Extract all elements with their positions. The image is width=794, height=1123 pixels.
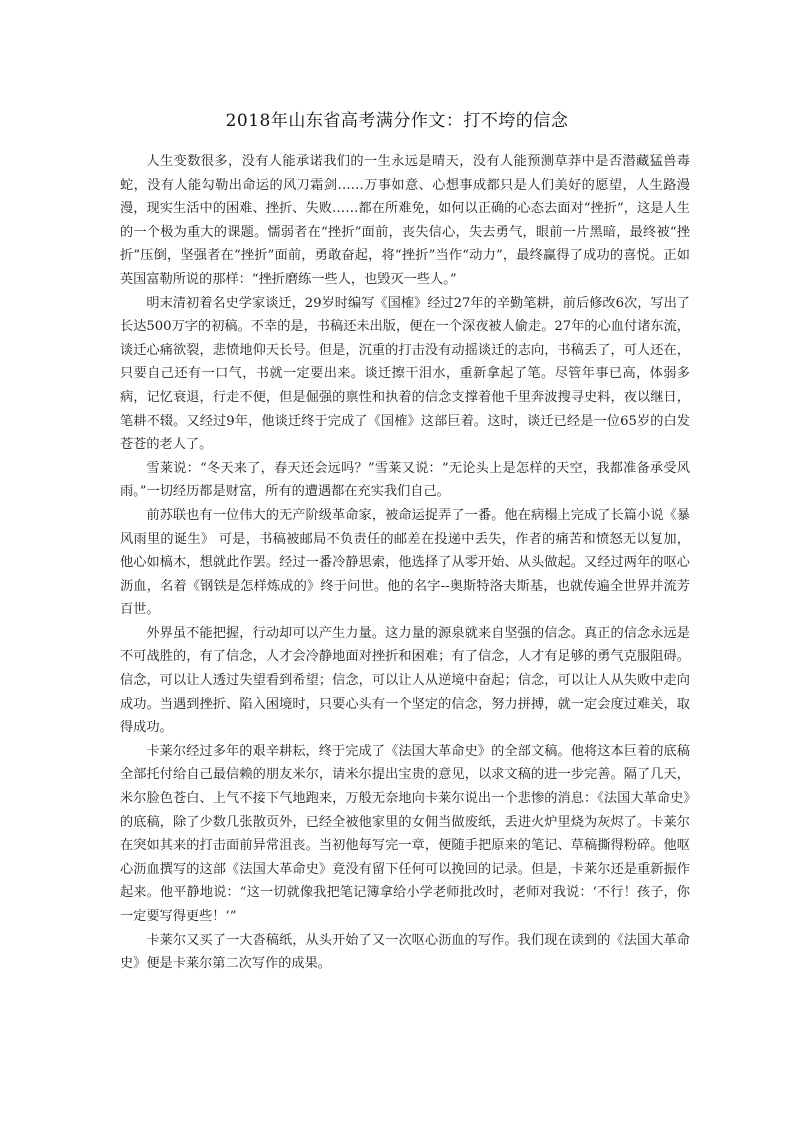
paragraph: 雪莱说：“冬天来了，春天还会远吗？”雪莱又说：“无论头上是怎样的天空，我都准备承受风雨。”一切经历都是财富，所有的遭遇都在充实我们自己。	[120, 460, 690, 500]
paragraph: 前苏联也有一位伟大的无产阶级革命家，被命运捉弄了一番。他在病榻上完成了长篇小说《暴风雨里的诞生》 可是，书稿被邮局不负责任的邮差在投递中丢失，作者的痛苦和愤怒无以复加，他心如槁木，想就此作罢。经过一番冷静思索，他选择了从零开始、从头做起。又经过两年的呕心沥血，名着《钢铁是怎样炼成的》终于问世。他的名字--奥斯特洛夫斯基，也就传遍全世界并流芳百世。	[120, 507, 690, 618]
paragraph: 卡莱尔又买了一大沓稿纸，从头开始了又一次呕心沥血的写作。我们现在读到的《法国大革命史》便是卡莱尔第二次写作的成果。	[120, 932, 690, 972]
document-body	[120, 150, 690, 976]
paragraph: 卡莱尔经过多年的艰辛耕耘，终于完成了《法国大革命史》的全部文稿。他将这本巨着的底稿全部托付给自己最信赖的朋友米尔，请米尔提出宝贵的意见，以求文稿的进一步完善。隔了几天，米尔脸色苍白、上气不接下气地跑来，万般无奈地向卡莱尔说出一个悲惨的消息：《法国大革命史》的底稿，除了少数几张散页外，已经全被他家里的女佣当做废纸，丢进火炉里烧为灰烬了。卡莱尔在突如其来的打击面前异常沮丧。当初他每写完一章，便随手把原来的笔记、草稿撕得粉碎。他呕心沥血撰写的这部《法国大革命史》竟没有留下任何可以挽回的记录。但是，卡莱尔还是重新振作起来。他平静地说：“这一切就像我把笔记簿拿给小学老师批改时，老师对我说：‘不行！孩子，你一定要写得更些！’”	[120, 743, 690, 924]
paragraph: 外界虽不能把握，行动却可以产生力量。这力量的源泉就来自坚强的信念。真正的信念永远是不可战胜的，有了信念，人才会冷静地面对挫折和困难；有了信念，人才有足够的勇气克服阻碍。信念，可以让人透过失望看到希望；信念，可以让人从逆境中奋起；信念，可以让人从失败中走向成功。当遇到挫折、陷入困境时，只要心头有一个坚定的信念，努力拼搏，就一定会度过难关，取得成功。	[120, 625, 690, 736]
document-title: 2018年山东省高考满分作文：打不垮的信念	[225, 111, 569, 131]
paragraph: 明末清初着名史学家谈迁，29岁时编写《国榷》经过27年的辛勤笔耕，前后修改6次，写出了长达500万字的初稿。不幸的是，书稿还未出版，便在一个深夜被人偷走。27年的心血付诸东流，谈迁心痛欲裂，悲愤地仰天长号。但是，沉重的打击没有动摇谈迁的志向，书稿丢了，可人还在，只要自己还有一口气，书就一定要出来。谈迁擦干泪水，重新拿起了笔。尽管年事已高，体弱多病，记忆衰退，行走不便，但是倔强的禀性和执着的信念支撑着他千里奔波搜寻史料，夜以继日，笔耕不辍。又经过9年，他谈迁终于完成了《国榷》这部巨着。这时，谈迁已经是一位65岁的白发苍苍的老人了。	[120, 295, 690, 453]
paragraph: 人生变数很多，没有人能承诺我们的一生永远是晴天，没有人能预测草莽中是否潜藏猛兽毒蛇，没有人能勾勒出命运的风刀霜剑……万事如意、心想事成都只是人们美好的愿望，人生路漫漫，现实生活中的困难、挫折、失败……都在所难免，如何以正确的心态去面对“挫折”，这是人生的一个极为重大的课题。懦弱者在“挫折”面前，丧失信心，失去勇气，眼前一片黑暗，最终被“挫折”压倒，坚强者在“挫折”面前，勇敢奋起，将“挫折”当作“动力”，最终赢得了成功的喜悦。正如英国富勒所说的那样：“挫折磨练一些人，也毁灭一些人。”	[120, 154, 690, 287]
